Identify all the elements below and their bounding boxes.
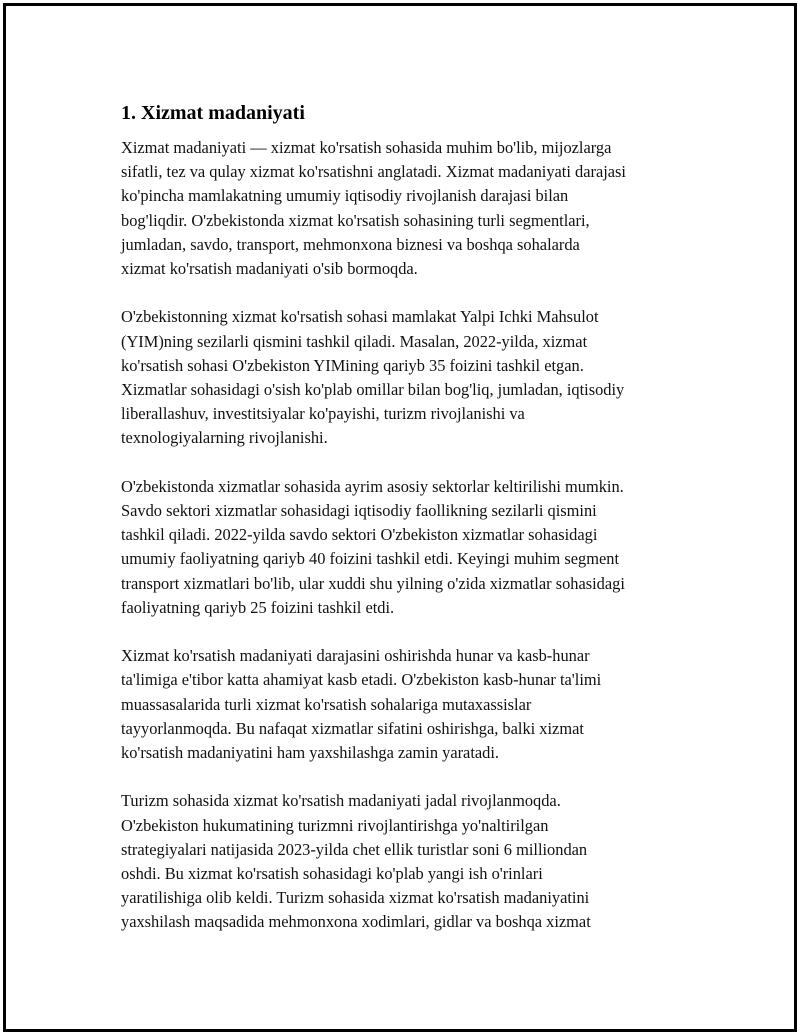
paragraph-line: ko'rsatish madaniyatini ham yaxshilashga zamin yaratadi. [121,743,500,763]
paragraph-line: Xizmat ko'rsatish madaniyati darajasini oshirishda hunar va kasb-hunar [121,646,590,666]
paragraph-line: jumladan, savdo, transport, mehmonxona biznesi va boshqa sohalarda [121,234,580,254]
paragraph-4 [121,644,701,765]
paragraph-line: ko'rsatish sohasi O'zbekiston YIMining qariyb 35 foizini tashkil etgan. [121,355,584,375]
document-content [121,100,701,959]
paragraph-line: O'zbekiston hukumatining turizmni rivojlantirishga yo'naltirilgan [121,815,549,835]
paragraph-line: transport xizmatlari bo'lib, ular xuddi shu yilning o'zida xizmatlar sohasidagi [121,573,625,593]
paragraph-line: Savdo sektori xizmatlar sohasidagi iqtisodiy faollikning sezilarli qismini [121,501,597,521]
paragraph-line: bog'liqdir. O'zbekistonda xizmat ko'rsatish sohasining turli segmentlari, [121,210,590,230]
paragraph-line: xizmat ko'rsatish madaniyati o'sib bormoqda. [121,259,418,279]
paragraph-line: O'zbekistonda xizmatlar sohasida ayrim asosiy sektorlar keltirilishi mumkin. [121,476,624,496]
paragraph-2 [121,305,701,450]
paragraph-line: oshdi. Bu xizmat ko'rsatish sohasidagi ko'plab yangi ish o'rinlari [121,864,543,884]
paragraph-line: (YIM)ning sezilarli qismini tashkil qiladi. Masalan, 2022-yilda, xizmat [121,331,588,351]
paragraph-line: texnologiyalarning rivojlanishi. [121,428,328,448]
paragraph-1 [121,136,701,281]
paragraph-line: ko'pincha mamlakatning umumiy iqtisodiy rivojlanish darajasi bilan [121,186,569,206]
page-frame [3,3,797,1032]
paragraph-line: faoliyatning qariyb 25 foizini tashkil etdi. [121,597,395,617]
paragraph-line: muassasalarida turli xizmat ko'rsatish sohalariga mutaxassislar [121,694,532,714]
paragraph-5 [121,789,701,934]
paragraph-line: ta'limiga e'tibor katta ahamiyat kasb etadi. O'zbekiston kasb-hunar ta'limi [121,670,602,690]
paragraph-line: sifatli, tez va qulay xizmat ko'rsatishni anglatadi. Xizmat madaniyati darajasi [121,162,626,182]
paragraph-line: O'zbekistonning xizmat ko'rsatish sohasi mamlakat Yalpi Ichki Mahsulot [121,307,599,327]
section-heading: 1. Xizmat madaniyati [121,102,305,124]
paragraph-line: Xizmatlar sohasidagi o'sish ko'plab omillar bilan bog'liq, jumladan, iqtisodiy [121,380,625,400]
paragraph-line: liberallashuv, investitsiyalar ko'payishi, turizm rivojlanishi va [121,404,525,424]
paragraph-3 [121,475,701,620]
paragraph-line: umumiy faoliyatning qariyb 40 foizini tashkil etdi. Keyingi muhim segment [121,549,620,569]
paragraph-line: Xizmat madaniyati — xizmat ko'rsatish sohasida muhim bo'lib, mijozlarga [121,138,612,157]
paragraph-line: Turizm sohasida xizmat ko'rsatish madaniyati jadal rivojlanmoqda. [121,791,561,811]
paragraph-line: tayyorlanmoqda. Bu nafaqat xizmatlar sifatini oshirishga, balki xizmat [121,718,584,738]
paragraph-line: yaratilishiga olib keldi. Turizm sohasida xizmat ko'rsatish madaniyatini [121,888,590,908]
paragraph-line: yaxshilash maqsadida mehmonxona xodimlari, gidlar va boshqa xizmat [121,912,591,932]
paragraph-line: tashkil qiladi. 2022-yilda savdo sektori O'zbekiston xizmatlar sohasidagi [121,525,598,545]
paragraph-line: strategiyalari natijasida 2023-yilda chet ellik turistlar soni 6 milliondan [121,839,588,859]
